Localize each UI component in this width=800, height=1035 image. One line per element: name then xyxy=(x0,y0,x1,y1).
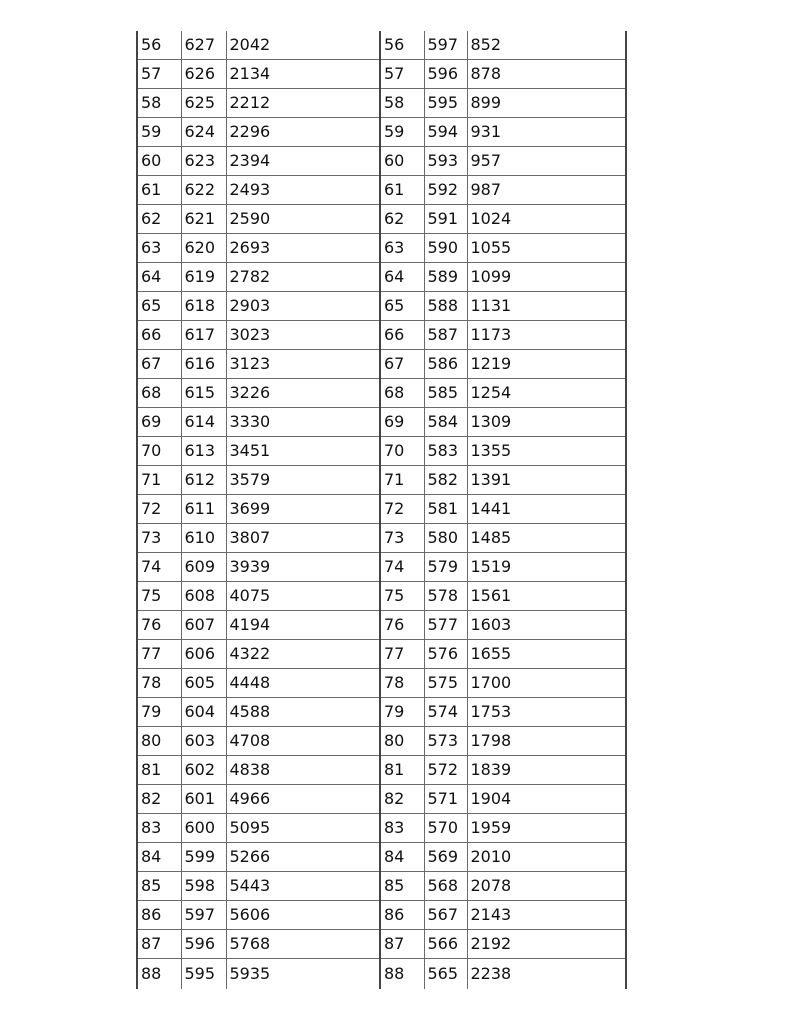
table-row xyxy=(137,756,626,785)
score-cell: 625 xyxy=(181,89,226,118)
score-cell: 607 xyxy=(181,611,226,640)
rank-cell: 63 xyxy=(137,234,181,263)
score-cell: 626 xyxy=(181,60,226,89)
score-cell: 579 xyxy=(424,553,467,582)
rank-cell: 82 xyxy=(137,785,181,814)
rank-cell: 84 xyxy=(380,843,424,872)
table-row xyxy=(137,930,626,959)
count-cell: 2042 xyxy=(226,31,380,60)
rank-cell: 80 xyxy=(137,727,181,756)
score-cell: 590 xyxy=(424,234,467,263)
score-cell: 584 xyxy=(424,408,467,437)
table-row xyxy=(137,292,626,321)
table-row xyxy=(137,205,626,234)
rank-cell: 71 xyxy=(137,466,181,495)
count-cell: 4075 xyxy=(226,582,380,611)
count-cell: 2238 xyxy=(467,959,626,989)
score-cell: 587 xyxy=(424,321,467,350)
count-cell: 2078 xyxy=(467,872,626,901)
table-row xyxy=(137,640,626,669)
rank-cell: 83 xyxy=(380,814,424,843)
score-cell: 617 xyxy=(181,321,226,350)
count-cell: 2394 xyxy=(226,147,380,176)
rank-cell: 64 xyxy=(380,263,424,292)
score-cell: 621 xyxy=(181,205,226,234)
rank-cell: 73 xyxy=(137,524,181,553)
count-cell: 1603 xyxy=(467,611,626,640)
score-cell: 588 xyxy=(424,292,467,321)
table-row xyxy=(137,31,626,60)
count-cell: 3451 xyxy=(226,437,380,466)
score-cell: 593 xyxy=(424,147,467,176)
count-cell: 3330 xyxy=(226,408,380,437)
table-row xyxy=(137,147,626,176)
score-cell: 596 xyxy=(181,930,226,959)
table-row xyxy=(137,553,626,582)
score-cell: 600 xyxy=(181,814,226,843)
count-cell: 3023 xyxy=(226,321,380,350)
count-cell: 3226 xyxy=(226,379,380,408)
score-cell: 601 xyxy=(181,785,226,814)
score-cell: 606 xyxy=(181,640,226,669)
rank-cell: 79 xyxy=(137,698,181,727)
rank-cell: 85 xyxy=(380,872,424,901)
count-cell: 2192 xyxy=(467,930,626,959)
score-cell: 613 xyxy=(181,437,226,466)
count-cell: 899 xyxy=(467,89,626,118)
rank-cell: 57 xyxy=(137,60,181,89)
rank-cell: 61 xyxy=(380,176,424,205)
count-cell: 1485 xyxy=(467,524,626,553)
count-cell: 1700 xyxy=(467,669,626,698)
score-cell: 577 xyxy=(424,611,467,640)
count-cell: 1798 xyxy=(467,727,626,756)
score-cell: 570 xyxy=(424,814,467,843)
count-cell: 2590 xyxy=(226,205,380,234)
count-cell: 1839 xyxy=(467,756,626,785)
table-row xyxy=(137,524,626,553)
count-cell: 5266 xyxy=(226,843,380,872)
table-row xyxy=(137,321,626,350)
rank-cell: 57 xyxy=(380,60,424,89)
score-rank-table xyxy=(136,31,627,989)
count-cell: 3807 xyxy=(226,524,380,553)
table-row xyxy=(137,843,626,872)
rank-cell: 67 xyxy=(380,350,424,379)
score-cell: 624 xyxy=(181,118,226,147)
rank-cell: 86 xyxy=(137,901,181,930)
table-row xyxy=(137,89,626,118)
table-row xyxy=(137,698,626,727)
rank-cell: 68 xyxy=(137,379,181,408)
count-cell: 2693 xyxy=(226,234,380,263)
count-cell: 4448 xyxy=(226,669,380,698)
score-cell: 585 xyxy=(424,379,467,408)
rank-cell: 56 xyxy=(380,31,424,60)
count-cell: 1173 xyxy=(467,321,626,350)
rank-cell: 56 xyxy=(137,31,181,60)
count-cell: 1959 xyxy=(467,814,626,843)
count-cell: 1904 xyxy=(467,785,626,814)
count-cell: 1309 xyxy=(467,408,626,437)
table-body xyxy=(137,31,626,989)
rank-cell: 86 xyxy=(380,901,424,930)
count-cell: 1441 xyxy=(467,495,626,524)
rank-cell: 85 xyxy=(137,872,181,901)
table-row xyxy=(137,234,626,263)
count-cell: 5095 xyxy=(226,814,380,843)
rank-cell: 81 xyxy=(137,756,181,785)
table-row xyxy=(137,466,626,495)
score-cell: 622 xyxy=(181,176,226,205)
score-cell: 597 xyxy=(181,901,226,930)
rank-cell: 63 xyxy=(380,234,424,263)
rank-cell: 84 xyxy=(137,843,181,872)
count-cell: 1753 xyxy=(467,698,626,727)
table-row xyxy=(137,669,626,698)
count-cell: 1131 xyxy=(467,292,626,321)
table-row xyxy=(137,379,626,408)
count-cell: 2296 xyxy=(226,118,380,147)
score-cell: 595 xyxy=(424,89,467,118)
rank-cell: 78 xyxy=(380,669,424,698)
score-cell: 573 xyxy=(424,727,467,756)
count-cell: 3939 xyxy=(226,553,380,582)
table-row xyxy=(137,727,626,756)
score-cell: 611 xyxy=(181,495,226,524)
score-cell: 575 xyxy=(424,669,467,698)
rank-cell: 72 xyxy=(380,495,424,524)
rank-cell: 73 xyxy=(380,524,424,553)
count-cell: 1219 xyxy=(467,350,626,379)
table-row xyxy=(137,959,626,989)
count-cell: 852 xyxy=(467,31,626,60)
rank-cell: 59 xyxy=(137,118,181,147)
score-cell: 618 xyxy=(181,292,226,321)
table-row xyxy=(137,872,626,901)
count-cell: 4322 xyxy=(226,640,380,669)
rank-cell: 74 xyxy=(380,553,424,582)
count-cell: 2134 xyxy=(226,60,380,89)
score-cell: 572 xyxy=(424,756,467,785)
count-cell: 5935 xyxy=(226,959,380,989)
count-cell: 3699 xyxy=(226,495,380,524)
table-row xyxy=(137,263,626,292)
rank-cell: 60 xyxy=(380,147,424,176)
count-cell: 4838 xyxy=(226,756,380,785)
rank-cell: 66 xyxy=(380,321,424,350)
table-row xyxy=(137,495,626,524)
score-cell: 566 xyxy=(424,930,467,959)
score-cell: 578 xyxy=(424,582,467,611)
score-cell: 589 xyxy=(424,263,467,292)
score-cell: 605 xyxy=(181,669,226,698)
rank-cell: 88 xyxy=(380,959,424,989)
table-row xyxy=(137,785,626,814)
rank-cell: 68 xyxy=(380,379,424,408)
score-cell: 627 xyxy=(181,31,226,60)
rank-cell: 59 xyxy=(380,118,424,147)
count-cell: 2212 xyxy=(226,89,380,118)
rank-cell: 81 xyxy=(380,756,424,785)
count-cell: 878 xyxy=(467,60,626,89)
rank-cell: 58 xyxy=(137,89,181,118)
rank-cell: 60 xyxy=(137,147,181,176)
rank-cell: 69 xyxy=(137,408,181,437)
score-cell: 597 xyxy=(424,31,467,60)
rank-cell: 71 xyxy=(380,466,424,495)
count-cell: 1099 xyxy=(467,263,626,292)
count-cell: 1561 xyxy=(467,582,626,611)
count-cell: 2493 xyxy=(226,176,380,205)
score-cell: 608 xyxy=(181,582,226,611)
count-cell: 2782 xyxy=(226,263,380,292)
table-row xyxy=(137,176,626,205)
table-row xyxy=(137,582,626,611)
table-row xyxy=(137,118,626,147)
rank-cell: 83 xyxy=(137,814,181,843)
rank-cell: 80 xyxy=(380,727,424,756)
score-cell: 620 xyxy=(181,234,226,263)
score-cell: 623 xyxy=(181,147,226,176)
score-cell: 603 xyxy=(181,727,226,756)
count-cell: 931 xyxy=(467,118,626,147)
count-cell: 957 xyxy=(467,147,626,176)
table-row xyxy=(137,814,626,843)
count-cell: 1254 xyxy=(467,379,626,408)
rank-cell: 65 xyxy=(380,292,424,321)
score-cell: 612 xyxy=(181,466,226,495)
count-cell: 5768 xyxy=(226,930,380,959)
score-cell: 580 xyxy=(424,524,467,553)
count-cell: 2143 xyxy=(467,901,626,930)
count-cell: 4194 xyxy=(226,611,380,640)
rank-cell: 76 xyxy=(137,611,181,640)
score-cell: 595 xyxy=(181,959,226,989)
count-cell: 3123 xyxy=(226,350,380,379)
score-cell: 568 xyxy=(424,872,467,901)
count-cell: 4588 xyxy=(226,698,380,727)
rank-cell: 82 xyxy=(380,785,424,814)
rank-cell: 66 xyxy=(137,321,181,350)
rank-cell: 87 xyxy=(137,930,181,959)
table-row xyxy=(137,611,626,640)
rank-cell: 88 xyxy=(137,959,181,989)
score-cell: 583 xyxy=(424,437,467,466)
table-row xyxy=(137,408,626,437)
count-cell: 4708 xyxy=(226,727,380,756)
rank-cell: 75 xyxy=(137,582,181,611)
score-cell: 598 xyxy=(181,872,226,901)
score-cell: 569 xyxy=(424,843,467,872)
rank-cell: 70 xyxy=(137,437,181,466)
score-cell: 602 xyxy=(181,756,226,785)
count-cell: 1024 xyxy=(467,205,626,234)
count-cell: 2903 xyxy=(226,292,380,321)
rank-cell: 77 xyxy=(380,640,424,669)
rank-cell: 76 xyxy=(380,611,424,640)
rank-cell: 74 xyxy=(137,553,181,582)
score-cell: 591 xyxy=(424,205,467,234)
score-cell: 576 xyxy=(424,640,467,669)
score-cell: 592 xyxy=(424,176,467,205)
count-cell: 4966 xyxy=(226,785,380,814)
rank-cell: 77 xyxy=(137,640,181,669)
score-cell: 565 xyxy=(424,959,467,989)
table-row xyxy=(137,60,626,89)
rank-cell: 87 xyxy=(380,930,424,959)
rank-cell: 58 xyxy=(380,89,424,118)
score-cell: 594 xyxy=(424,118,467,147)
count-cell: 987 xyxy=(467,176,626,205)
count-cell: 2010 xyxy=(467,843,626,872)
score-cell: 586 xyxy=(424,350,467,379)
score-cell: 614 xyxy=(181,408,226,437)
count-cell: 5443 xyxy=(226,872,380,901)
score-cell: 604 xyxy=(181,698,226,727)
score-cell: 582 xyxy=(424,466,467,495)
rank-cell: 64 xyxy=(137,263,181,292)
rank-cell: 65 xyxy=(137,292,181,321)
score-cell: 609 xyxy=(181,553,226,582)
rank-cell: 70 xyxy=(380,437,424,466)
count-cell: 5606 xyxy=(226,901,380,930)
rank-cell: 67 xyxy=(137,350,181,379)
count-cell: 3579 xyxy=(226,466,380,495)
rank-cell: 72 xyxy=(137,495,181,524)
score-cell: 574 xyxy=(424,698,467,727)
score-cell: 596 xyxy=(424,60,467,89)
rank-cell: 78 xyxy=(137,669,181,698)
count-cell: 1519 xyxy=(467,553,626,582)
count-cell: 1391 xyxy=(467,466,626,495)
score-cell: 619 xyxy=(181,263,226,292)
score-cell: 581 xyxy=(424,495,467,524)
rank-cell: 69 xyxy=(380,408,424,437)
rank-cell: 75 xyxy=(380,582,424,611)
count-cell: 1355 xyxy=(467,437,626,466)
score-cell: 567 xyxy=(424,901,467,930)
table-row xyxy=(137,901,626,930)
count-cell: 1055 xyxy=(467,234,626,263)
rank-cell: 61 xyxy=(137,176,181,205)
score-cell: 571 xyxy=(424,785,467,814)
table-row xyxy=(137,350,626,379)
score-cell: 610 xyxy=(181,524,226,553)
score-cell: 616 xyxy=(181,350,226,379)
score-cell: 615 xyxy=(181,379,226,408)
rank-cell: 62 xyxy=(137,205,181,234)
rank-cell: 62 xyxy=(380,205,424,234)
table-row xyxy=(137,437,626,466)
score-cell: 599 xyxy=(181,843,226,872)
count-cell: 1655 xyxy=(467,640,626,669)
rank-cell: 79 xyxy=(380,698,424,727)
